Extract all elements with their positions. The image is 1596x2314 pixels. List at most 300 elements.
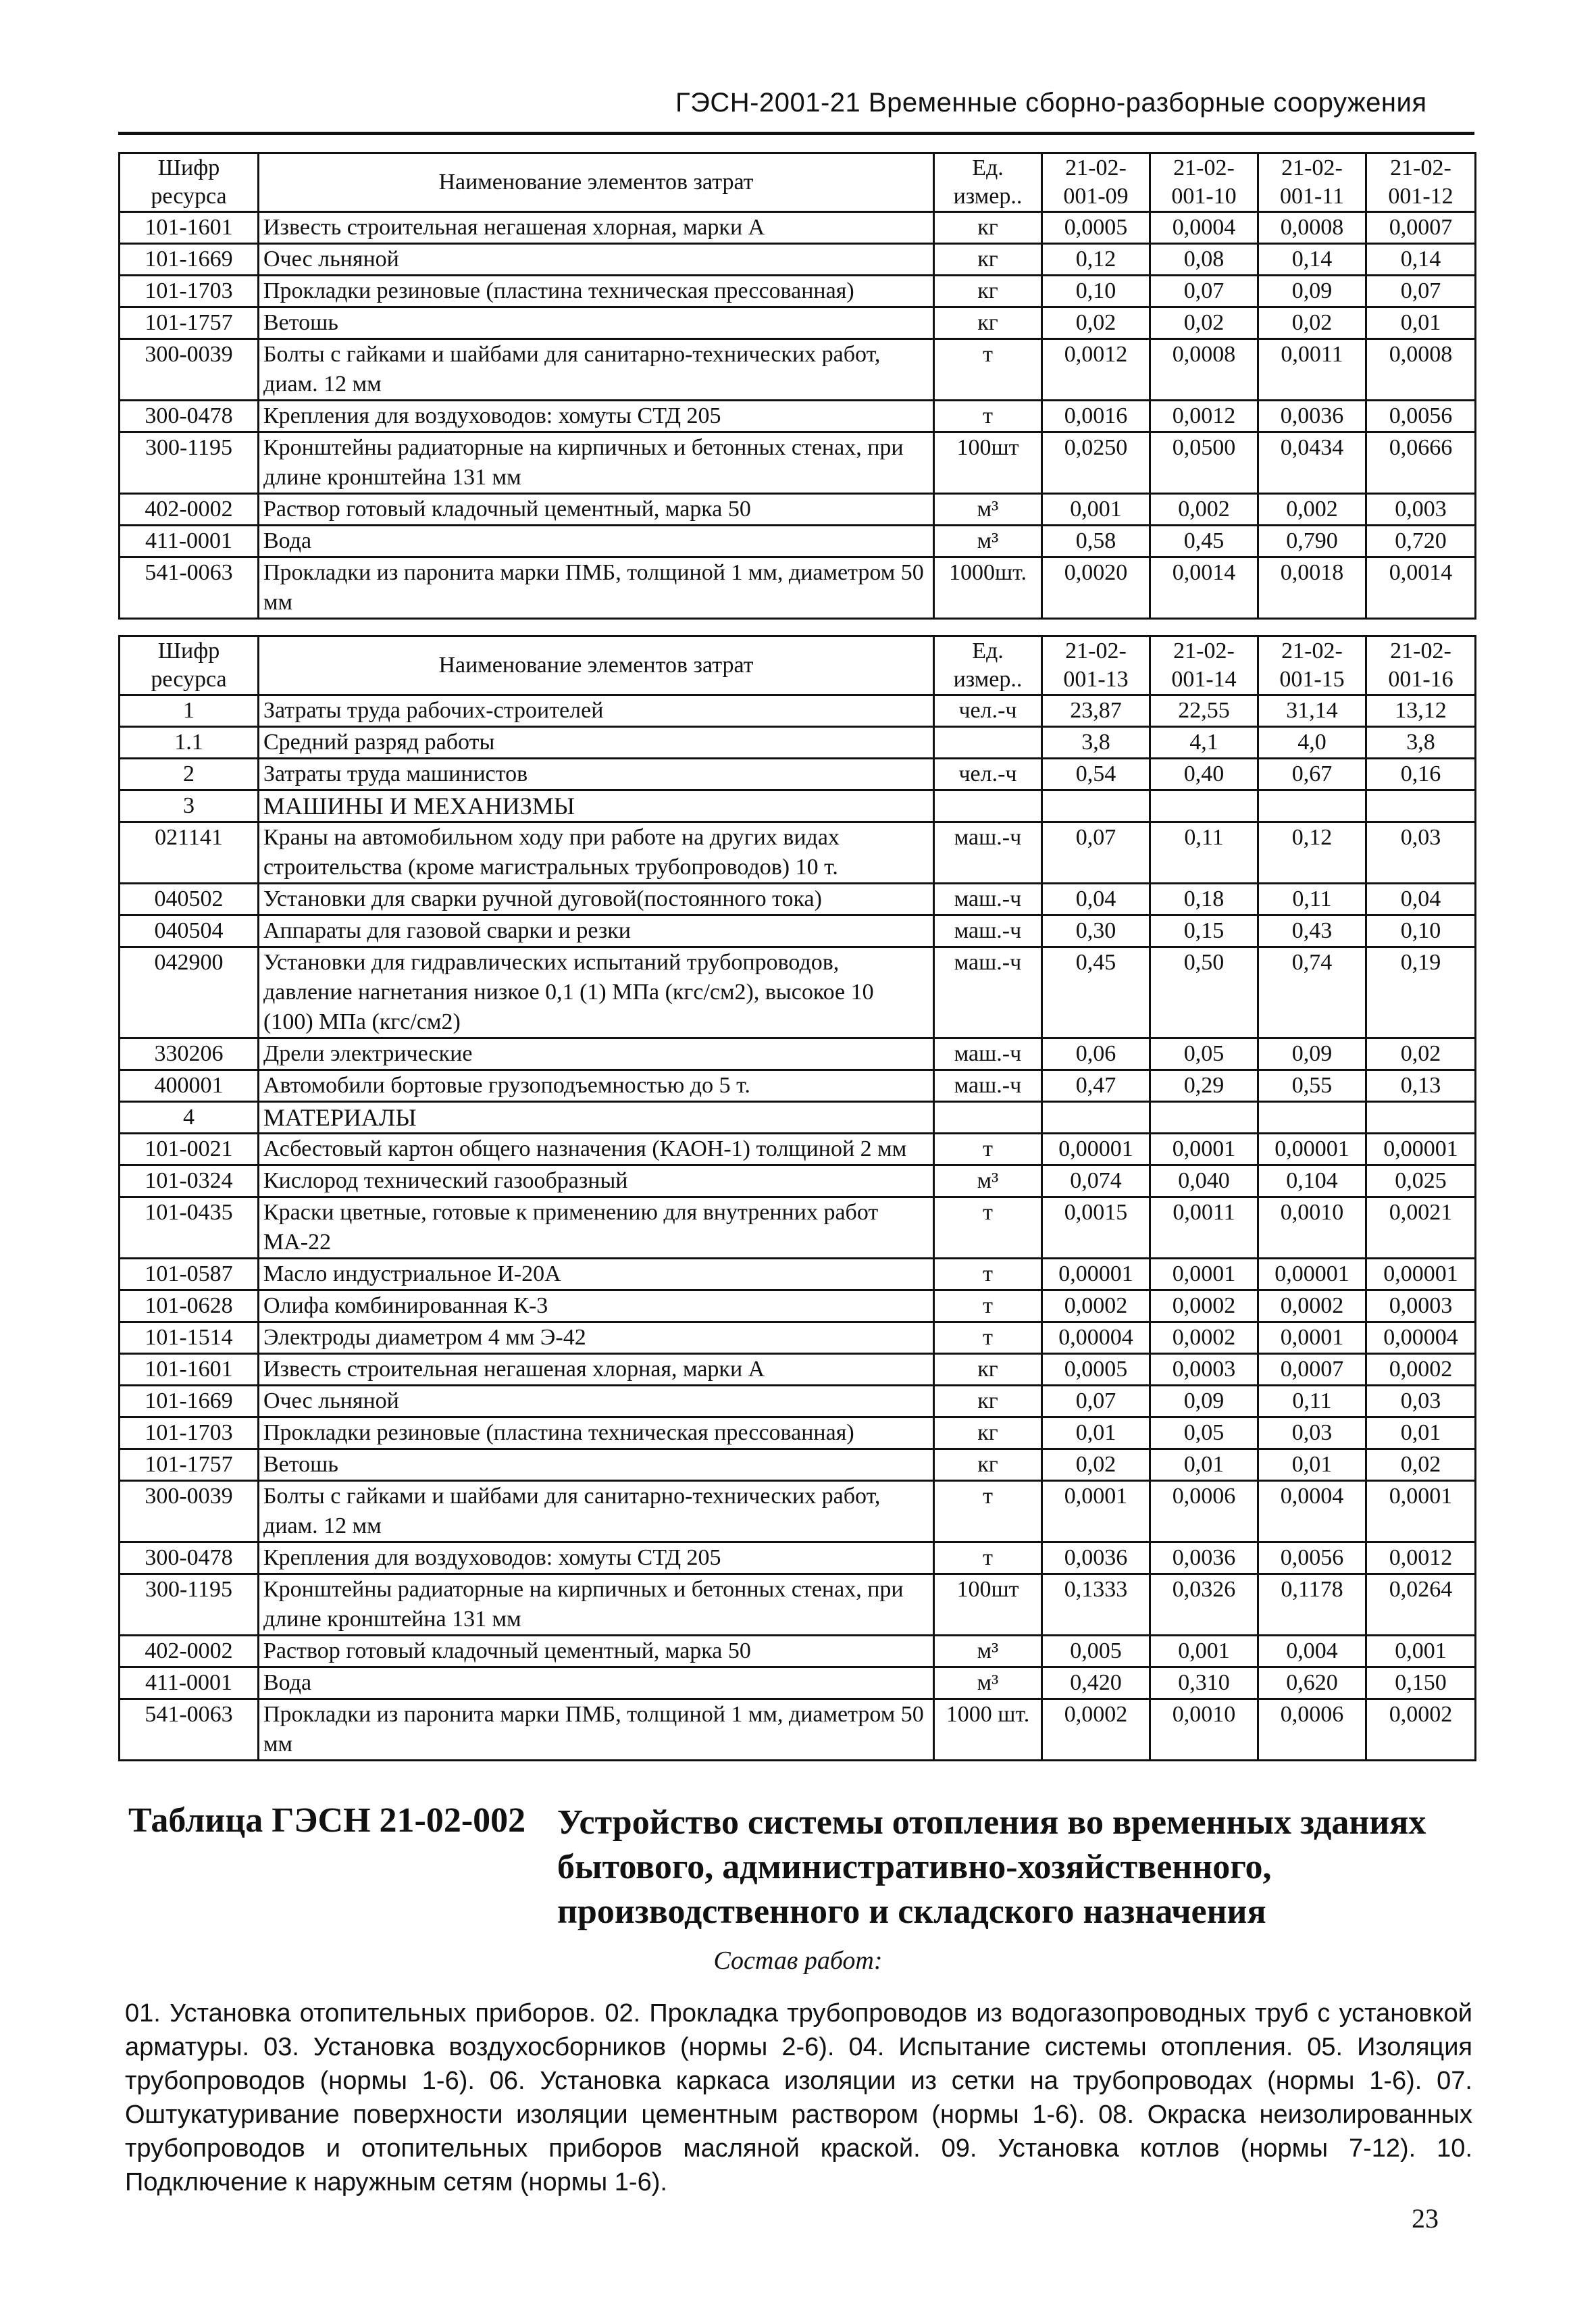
value-norm-3: 0,12 xyxy=(1258,822,1366,884)
resource-name: Раствор готовый кладочный цементный, марка 50 xyxy=(259,494,934,526)
table-body-1 xyxy=(120,212,1476,619)
resource-code: 101-1757 xyxy=(120,1449,259,1481)
resource-code: 541-0063 xyxy=(120,557,259,619)
value-norm-4: 0,0014 xyxy=(1366,557,1476,619)
section-title: МАШИНЫ И МЕХАНИЗМЫ xyxy=(259,790,934,822)
value-norm-3: 0,03 xyxy=(1258,1417,1366,1449)
value-norm-1: 0,0001 xyxy=(1042,1481,1150,1542)
value-norm-1: 0,00001 xyxy=(1042,1259,1150,1290)
value-norm-1: 0,54 xyxy=(1042,759,1150,790)
value-norm-3: 0,0434 xyxy=(1258,432,1366,494)
unit-cell: м³ xyxy=(934,494,1042,526)
value-norm-3: 0,67 xyxy=(1258,759,1366,790)
resource-code: 541-0063 xyxy=(120,1699,259,1761)
resource-code: 101-0435 xyxy=(120,1197,259,1259)
header-unit: Ед. измер.. xyxy=(934,636,1042,695)
resource-name: Прокладки резиновые (пластина техническая прессованная) xyxy=(259,276,934,307)
table-title-label: Таблица ГЭСН 21-02-002 xyxy=(128,1801,526,1840)
table-row xyxy=(120,947,1476,1038)
value-norm-2: 0,50 xyxy=(1150,947,1258,1038)
value-norm-1: 0,02 xyxy=(1042,1449,1150,1481)
unit-cell: маш.-ч xyxy=(934,947,1042,1038)
table-row xyxy=(120,1449,1476,1481)
value-norm-1: 0,0005 xyxy=(1042,212,1150,244)
value-norm-2: 0,0004 xyxy=(1150,212,1258,244)
header-rule xyxy=(118,132,1474,135)
table-row xyxy=(120,1417,1476,1449)
header-norm-3: 21-02-001-11 xyxy=(1258,153,1366,212)
value-norm-1: 0,00001 xyxy=(1042,1134,1150,1165)
table-row xyxy=(120,1290,1476,1322)
value-norm-3: 0,620 xyxy=(1258,1667,1366,1699)
table-row xyxy=(120,1038,1476,1070)
value-norm-3: 0,0036 xyxy=(1258,401,1366,432)
resource-name: Масло индустриальное И-20А xyxy=(259,1259,934,1290)
resource-name: Установки для гидравлических испытаний трубопроводов, давление нагнетания низкое 0,1 (1) МПа (кгс/см2), высокое 10 (100) МПа (кгс/см2) xyxy=(259,947,934,1038)
value-norm-4: 0,19 xyxy=(1366,947,1476,1038)
value-norm-4: 0,04 xyxy=(1366,884,1476,915)
header-code: Шифр ресурса xyxy=(120,153,259,212)
header-name: Наименование элементов затрат xyxy=(259,153,934,212)
table-row xyxy=(120,307,1476,339)
unit-cell: м³ xyxy=(934,1165,1042,1197)
table-body-2 xyxy=(120,695,1476,1761)
value-norm-1: 23,87 xyxy=(1042,695,1150,727)
value-norm-3: 0,0001 xyxy=(1258,1322,1366,1354)
value-norm-1: 0,47 xyxy=(1042,1070,1150,1102)
table-header-row xyxy=(120,153,1476,212)
value-norm-1: 0,06 xyxy=(1042,1038,1150,1070)
value-norm-2: 0,45 xyxy=(1150,526,1258,557)
table-row xyxy=(120,759,1476,790)
unit-cell: 100шт xyxy=(934,1574,1042,1636)
resource-name: Прокладки из паронита марки ПМБ, толщиной 1 мм, диаметром 50 мм xyxy=(259,557,934,619)
resource-code: 040502 xyxy=(120,884,259,915)
resource-code: 101-0628 xyxy=(120,1290,259,1322)
table-row xyxy=(120,557,1476,619)
header-name: Наименование элементов затрат xyxy=(259,636,934,695)
value-norm-3: 0,0006 xyxy=(1258,1699,1366,1761)
table-row xyxy=(120,1165,1476,1197)
value-norm-3: 4,0 xyxy=(1258,727,1366,759)
value-norm-1: 0,01 xyxy=(1042,1417,1150,1449)
unit-cell: м³ xyxy=(934,1636,1042,1667)
unit-cell: т xyxy=(934,339,1042,401)
resource-code: 101-1601 xyxy=(120,1354,259,1386)
unit-cell: т xyxy=(934,1322,1042,1354)
value-norm-3: 0,09 xyxy=(1258,1038,1366,1070)
unit-cell: м³ xyxy=(934,1667,1042,1699)
value-norm-2: 0,002 xyxy=(1150,494,1258,526)
unit-cell: т xyxy=(934,1259,1042,1290)
table-row xyxy=(120,915,1476,947)
header-norm-1: 21-02-001-09 xyxy=(1042,153,1150,212)
resource-code: 400001 xyxy=(120,1070,259,1102)
resource-name: Краски цветные, готовые к применению для внутренних работ МА-22 xyxy=(259,1197,934,1259)
value-norm-1: 0,005 xyxy=(1042,1636,1150,1667)
resource-name: Ветошь xyxy=(259,1449,934,1481)
resource-name: Ветошь xyxy=(259,307,934,339)
value-norm-1: 0,001 xyxy=(1042,494,1150,526)
section-row xyxy=(120,1102,1476,1134)
value-norm-1: 3,8 xyxy=(1042,727,1150,759)
value-norm-3: 0,00001 xyxy=(1258,1134,1366,1165)
value-norm-3: 0,004 xyxy=(1258,1636,1366,1667)
table-row xyxy=(120,1134,1476,1165)
resource-name: Дрели электрические xyxy=(259,1038,934,1070)
value-norm-4: 0,01 xyxy=(1366,307,1476,339)
value-norm-1: 0,0020 xyxy=(1042,557,1150,619)
resource-code: 330206 xyxy=(120,1038,259,1070)
value-norm-4: 13,12 xyxy=(1366,695,1476,727)
resource-name: Олифа комбинированная К-3 xyxy=(259,1290,934,1322)
resource-name: Вода xyxy=(259,1667,934,1699)
unit-cell: маш.-ч xyxy=(934,915,1042,947)
table-row xyxy=(120,494,1476,526)
composition-heading: Состав работ: xyxy=(713,1946,883,1975)
value-norm-4: 0,0056 xyxy=(1366,401,1476,432)
value-norm-2: 0,0002 xyxy=(1150,1290,1258,1322)
resource-code: 101-1669 xyxy=(120,244,259,276)
resource-code: 101-1757 xyxy=(120,307,259,339)
value-norm-2: 0,01 xyxy=(1150,1449,1258,1481)
value-norm-3: 0,02 xyxy=(1258,307,1366,339)
value-norm-1: 0,0005 xyxy=(1042,1354,1150,1386)
resource-name: Крепления для воздуховодов: хомуты СТД 205 xyxy=(259,1542,934,1574)
value-norm-4: 0,001 xyxy=(1366,1636,1476,1667)
value-cell xyxy=(1150,790,1258,822)
table-row xyxy=(120,212,1476,244)
value-norm-2: 0,0002 xyxy=(1150,1322,1258,1354)
value-norm-1: 0,0016 xyxy=(1042,401,1150,432)
table-row xyxy=(120,1322,1476,1354)
resource-code: 402-0002 xyxy=(120,494,259,526)
table-row xyxy=(120,401,1476,432)
resource-code: 300-0039 xyxy=(120,1481,259,1542)
value-norm-3: 0,01 xyxy=(1258,1449,1366,1481)
resource-code: 101-1601 xyxy=(120,212,259,244)
table-row xyxy=(120,822,1476,884)
resource-table-2 xyxy=(118,635,1476,1761)
resource-name: Кронштейны радиаторные на кирпичных и бетонных стенах, при длине кронштейна 131 мм xyxy=(259,432,934,494)
resource-name: Средний разряд работы xyxy=(259,727,934,759)
unit-cell: маш.-ч xyxy=(934,1038,1042,1070)
resource-code: 101-1514 xyxy=(120,1322,259,1354)
value-norm-1: 0,07 xyxy=(1042,1386,1150,1417)
value-norm-1: 0,0002 xyxy=(1042,1290,1150,1322)
value-norm-1: 0,0036 xyxy=(1042,1542,1150,1574)
resource-name: Крепления для воздуховодов: хомуты СТД 205 xyxy=(259,401,934,432)
resource-name: Затраты труда машинистов xyxy=(259,759,934,790)
unit-cell: кг xyxy=(934,307,1042,339)
value-norm-3: 0,0002 xyxy=(1258,1290,1366,1322)
header-norm-3: 21-02-001-15 xyxy=(1258,636,1366,695)
value-norm-3: 0,104 xyxy=(1258,1165,1366,1197)
value-norm-2: 0,0003 xyxy=(1150,1354,1258,1386)
resource-name: Вода xyxy=(259,526,934,557)
value-norm-2: 0,0012 xyxy=(1150,401,1258,432)
value-norm-4: 0,14 xyxy=(1366,244,1476,276)
value-norm-1: 0,0002 xyxy=(1042,1699,1150,1761)
value-norm-4: 0,13 xyxy=(1366,1070,1476,1102)
value-norm-2: 4,1 xyxy=(1150,727,1258,759)
value-norm-3: 0,11 xyxy=(1258,884,1366,915)
resource-code: 3 xyxy=(120,790,259,822)
resource-name: Очес льняной xyxy=(259,1386,934,1417)
table-row xyxy=(120,1197,1476,1259)
resource-name: Прокладки резиновые (пластина техническая прессованная) xyxy=(259,1417,934,1449)
running-header: ГЭСН-2001-21 Временные сборно-разборные сооружения xyxy=(675,88,1427,118)
value-norm-4: 0,0666 xyxy=(1366,432,1476,494)
value-norm-2: 0,05 xyxy=(1150,1417,1258,1449)
value-norm-4: 0,0012 xyxy=(1366,1542,1476,1574)
value-norm-1: 0,45 xyxy=(1042,947,1150,1038)
resource-name: Известь строительная негашеная хлорная, марки А xyxy=(259,212,934,244)
resource-name: Болты с гайками и шайбами для санитарно-технических работ, диам. 12 мм xyxy=(259,339,934,401)
unit-cell: кг xyxy=(934,244,1042,276)
value-cell xyxy=(1150,1102,1258,1134)
value-norm-2: 0,07 xyxy=(1150,276,1258,307)
section-title: МАТЕРИАЛЫ xyxy=(259,1102,934,1134)
value-norm-2: 0,09 xyxy=(1150,1386,1258,1417)
value-norm-2: 0,18 xyxy=(1150,884,1258,915)
value-norm-3: 0,00001 xyxy=(1258,1259,1366,1290)
resource-code: 300-0478 xyxy=(120,401,259,432)
resource-code: 402-0002 xyxy=(120,1636,259,1667)
unit-cell: т xyxy=(934,1197,1042,1259)
value-cell xyxy=(1258,790,1366,822)
works-description: 01. Установка отопительных приборов. 02. Прокладка трубопроводов из водогазопроводных труб с установкой арматуры. 03. Установка воздухосборников (нормы 2-6). 04. Испытание системы отопления. 05. Изоляция трубопроводов (нормы 1-6). 06. Установка каркаса изоляции из сетки на трубопроводах (нормы 1-6). 07. Оштукатуривание поверхности изоляции цементным раствором (нормы 1-6). 08. Окраска неизолированных трубопроводов и отопительных приборов масляной краской. 09. Установка котлов (нормы 7-12). 10. Подключение к наружным сетям (нормы 1-6). xyxy=(125,1999,1472,2196)
value-norm-2: 0,11 xyxy=(1150,822,1258,884)
value-norm-1: 0,0250 xyxy=(1042,432,1150,494)
value-norm-4: 0,0008 xyxy=(1366,339,1476,401)
value-norm-4: 0,10 xyxy=(1366,915,1476,947)
resource-code: 101-0587 xyxy=(120,1259,259,1290)
value-norm-4: 0,0002 xyxy=(1366,1354,1476,1386)
unit-cell: т xyxy=(934,1542,1042,1574)
value-cell xyxy=(1042,1102,1150,1134)
value-norm-2: 0,02 xyxy=(1150,307,1258,339)
value-norm-1: 0,30 xyxy=(1042,915,1150,947)
resource-code: 411-0001 xyxy=(120,1667,259,1699)
resource-name: Раствор готовый кладочный цементный, марка 50 xyxy=(259,1636,934,1667)
value-cell xyxy=(1366,790,1476,822)
value-norm-2: 0,05 xyxy=(1150,1038,1258,1070)
table-header-row xyxy=(120,636,1476,695)
value-norm-4: 0,00001 xyxy=(1366,1134,1476,1165)
value-norm-2: 0,0008 xyxy=(1150,339,1258,401)
value-norm-2: 0,08 xyxy=(1150,244,1258,276)
value-norm-3: 0,55 xyxy=(1258,1070,1366,1102)
value-norm-4: 0,025 xyxy=(1366,1165,1476,1197)
value-norm-3: 0,0007 xyxy=(1258,1354,1366,1386)
header-norm-1: 21-02-001-13 xyxy=(1042,636,1150,695)
value-norm-4: 0,0264 xyxy=(1366,1574,1476,1636)
value-norm-2: 0,0011 xyxy=(1150,1197,1258,1259)
resource-name: Известь строительная негашеная хлорная, марки А xyxy=(259,1354,934,1386)
resource-code: 1.1 xyxy=(120,727,259,759)
table-row xyxy=(120,695,1476,727)
resource-code: 042900 xyxy=(120,947,259,1038)
header-norm-2: 21-02-001-10 xyxy=(1150,153,1258,212)
value-cell xyxy=(1258,1102,1366,1134)
unit-cell: кг xyxy=(934,212,1042,244)
value-norm-4: 3,8 xyxy=(1366,727,1476,759)
table-row xyxy=(120,727,1476,759)
unit-cell: кг xyxy=(934,1449,1042,1481)
value-norm-2: 0,0014 xyxy=(1150,557,1258,619)
value-norm-1: 0,58 xyxy=(1042,526,1150,557)
value-norm-1: 0,02 xyxy=(1042,307,1150,339)
resource-table-1 xyxy=(118,152,1476,620)
unit-cell: т xyxy=(934,1134,1042,1165)
value-norm-3: 0,09 xyxy=(1258,276,1366,307)
value-cell xyxy=(1366,1102,1476,1134)
table-row xyxy=(120,1259,1476,1290)
value-norm-2: 0,0006 xyxy=(1150,1481,1258,1542)
table-row xyxy=(120,884,1476,915)
value-norm-4: 0,00001 xyxy=(1366,1259,1476,1290)
value-norm-3: 0,0011 xyxy=(1258,339,1366,401)
unit-cell: чел.-ч xyxy=(934,695,1042,727)
resource-code: 300-0478 xyxy=(120,1542,259,1574)
page-number: 23 xyxy=(1412,2203,1439,2234)
table-row xyxy=(120,1070,1476,1102)
unit-cell: кг xyxy=(934,1354,1042,1386)
value-norm-3: 0,14 xyxy=(1258,244,1366,276)
value-norm-2: 0,40 xyxy=(1150,759,1258,790)
value-norm-3: 0,0010 xyxy=(1258,1197,1366,1259)
value-norm-3: 0,1178 xyxy=(1258,1574,1366,1636)
resource-code: 300-0039 xyxy=(120,339,259,401)
value-norm-4: 0,0021 xyxy=(1366,1197,1476,1259)
value-norm-3: 0,790 xyxy=(1258,526,1366,557)
resource-code: 4 xyxy=(120,1102,259,1134)
unit-cell: маш.-ч xyxy=(934,884,1042,915)
unit-cell: 1000шт. xyxy=(934,557,1042,619)
value-norm-2: 0,001 xyxy=(1150,1636,1258,1667)
unit-cell xyxy=(934,727,1042,759)
value-norm-3: 0,11 xyxy=(1258,1386,1366,1417)
value-norm-2: 0,310 xyxy=(1150,1667,1258,1699)
value-norm-3: 0,0018 xyxy=(1258,557,1366,619)
resource-name: Прокладки из паронита марки ПМБ, толщиной 1 мм, диаметром 50 мм xyxy=(259,1699,934,1761)
value-norm-3: 0,0056 xyxy=(1258,1542,1366,1574)
unit-cell: кг xyxy=(934,276,1042,307)
unit-cell: т xyxy=(934,1481,1042,1542)
header-unit: Ед. измер.. xyxy=(934,153,1042,212)
resource-code: 101-1703 xyxy=(120,1417,259,1449)
value-norm-2: 22,55 xyxy=(1150,695,1258,727)
value-norm-4: 0,01 xyxy=(1366,1417,1476,1449)
value-norm-4: 0,003 xyxy=(1366,494,1476,526)
table-row xyxy=(120,1354,1476,1386)
value-norm-2: 0,0001 xyxy=(1150,1259,1258,1290)
value-norm-1: 0,1333 xyxy=(1042,1574,1150,1636)
resource-name: Кислород технический газообразный xyxy=(259,1165,934,1197)
table-row xyxy=(120,526,1476,557)
value-norm-2: 0,29 xyxy=(1150,1070,1258,1102)
value-norm-3: 0,74 xyxy=(1258,947,1366,1038)
resource-name: Болты с гайками и шайбами для санитарно-технических работ, диам. 12 мм xyxy=(259,1481,934,1542)
value-norm-2: 0,040 xyxy=(1150,1165,1258,1197)
unit-cell: 100шт xyxy=(934,432,1042,494)
unit-cell: маш.-ч xyxy=(934,1070,1042,1102)
value-norm-4: 0,00004 xyxy=(1366,1322,1476,1354)
table-row xyxy=(120,1636,1476,1667)
unit-cell: кг xyxy=(934,1417,1042,1449)
table-row xyxy=(120,1574,1476,1636)
unit-cell: кг xyxy=(934,1386,1042,1417)
value-norm-1: 0,00004 xyxy=(1042,1322,1150,1354)
resource-code: 040504 xyxy=(120,915,259,947)
header-code: Шифр ресурса xyxy=(120,636,259,695)
resource-code: 1 xyxy=(120,695,259,727)
value-norm-4: 0,03 xyxy=(1366,822,1476,884)
table-row xyxy=(120,276,1476,307)
value-norm-4: 0,0002 xyxy=(1366,1699,1476,1761)
resource-code: 101-1669 xyxy=(120,1386,259,1417)
value-norm-3: 0,002 xyxy=(1258,494,1366,526)
value-norm-2: 0,0500 xyxy=(1150,432,1258,494)
value-cell xyxy=(1042,790,1150,822)
resource-name: Затраты труда рабочих-строителей xyxy=(259,695,934,727)
resource-code: 101-0021 xyxy=(120,1134,259,1165)
value-norm-3: 0,43 xyxy=(1258,915,1366,947)
value-norm-4: 0,07 xyxy=(1366,276,1476,307)
resource-name: Кронштейны радиаторные на кирпичных и бетонных стенах, при длине кронштейна 131 мм xyxy=(259,1574,934,1636)
table-row xyxy=(120,1699,1476,1761)
value-norm-4: 0,720 xyxy=(1366,526,1476,557)
unit-cell: чел.-ч xyxy=(934,759,1042,790)
value-norm-2: 0,0001 xyxy=(1150,1134,1258,1165)
resource-code: 101-1703 xyxy=(120,276,259,307)
table-row xyxy=(120,1386,1476,1417)
table-row xyxy=(120,339,1476,401)
unit-cell: т xyxy=(934,1290,1042,1322)
resource-code: 411-0001 xyxy=(120,526,259,557)
value-norm-4: 0,0007 xyxy=(1366,212,1476,244)
resource-code: 300-1195 xyxy=(120,432,259,494)
resource-name: Электроды диаметром 4 мм Э-42 xyxy=(259,1322,934,1354)
value-norm-1: 0,12 xyxy=(1042,244,1150,276)
value-norm-2: 0,15 xyxy=(1150,915,1258,947)
header-norm-4: 21-02-001-12 xyxy=(1366,153,1476,212)
value-norm-3: 0,0008 xyxy=(1258,212,1366,244)
value-norm-1: 0,074 xyxy=(1042,1165,1150,1197)
value-norm-1: 0,07 xyxy=(1042,822,1150,884)
unit-cell: 1000 шт. xyxy=(934,1699,1042,1761)
value-norm-1: 0,420 xyxy=(1042,1667,1150,1699)
resource-code: 300-1195 xyxy=(120,1574,259,1636)
header-norm-4: 21-02-001-16 xyxy=(1366,636,1476,695)
value-norm-1: 0,04 xyxy=(1042,884,1150,915)
table-row xyxy=(120,1667,1476,1699)
value-norm-4: 0,16 xyxy=(1366,759,1476,790)
value-norm-1: 0,10 xyxy=(1042,276,1150,307)
value-norm-2: 0,0036 xyxy=(1150,1542,1258,1574)
unit-cell: м³ xyxy=(934,526,1042,557)
value-norm-3: 0,0004 xyxy=(1258,1481,1366,1542)
value-norm-4: 0,02 xyxy=(1366,1038,1476,1070)
value-norm-4: 0,150 xyxy=(1366,1667,1476,1699)
table-title-text: Устройство системы отопления во временных зданиях бытового, административно-хозяйственного, производственного и складского назначения xyxy=(557,1803,1426,1931)
unit-cell xyxy=(934,1102,1042,1134)
value-norm-4: 0,0001 xyxy=(1366,1481,1476,1542)
resource-code: 2 xyxy=(120,759,259,790)
resource-name: Аппараты для газовой сварки и резки xyxy=(259,915,934,947)
resource-name: Асбестовый картон общего назначения (КАОН-1) толщиной 2 мм xyxy=(259,1134,934,1165)
